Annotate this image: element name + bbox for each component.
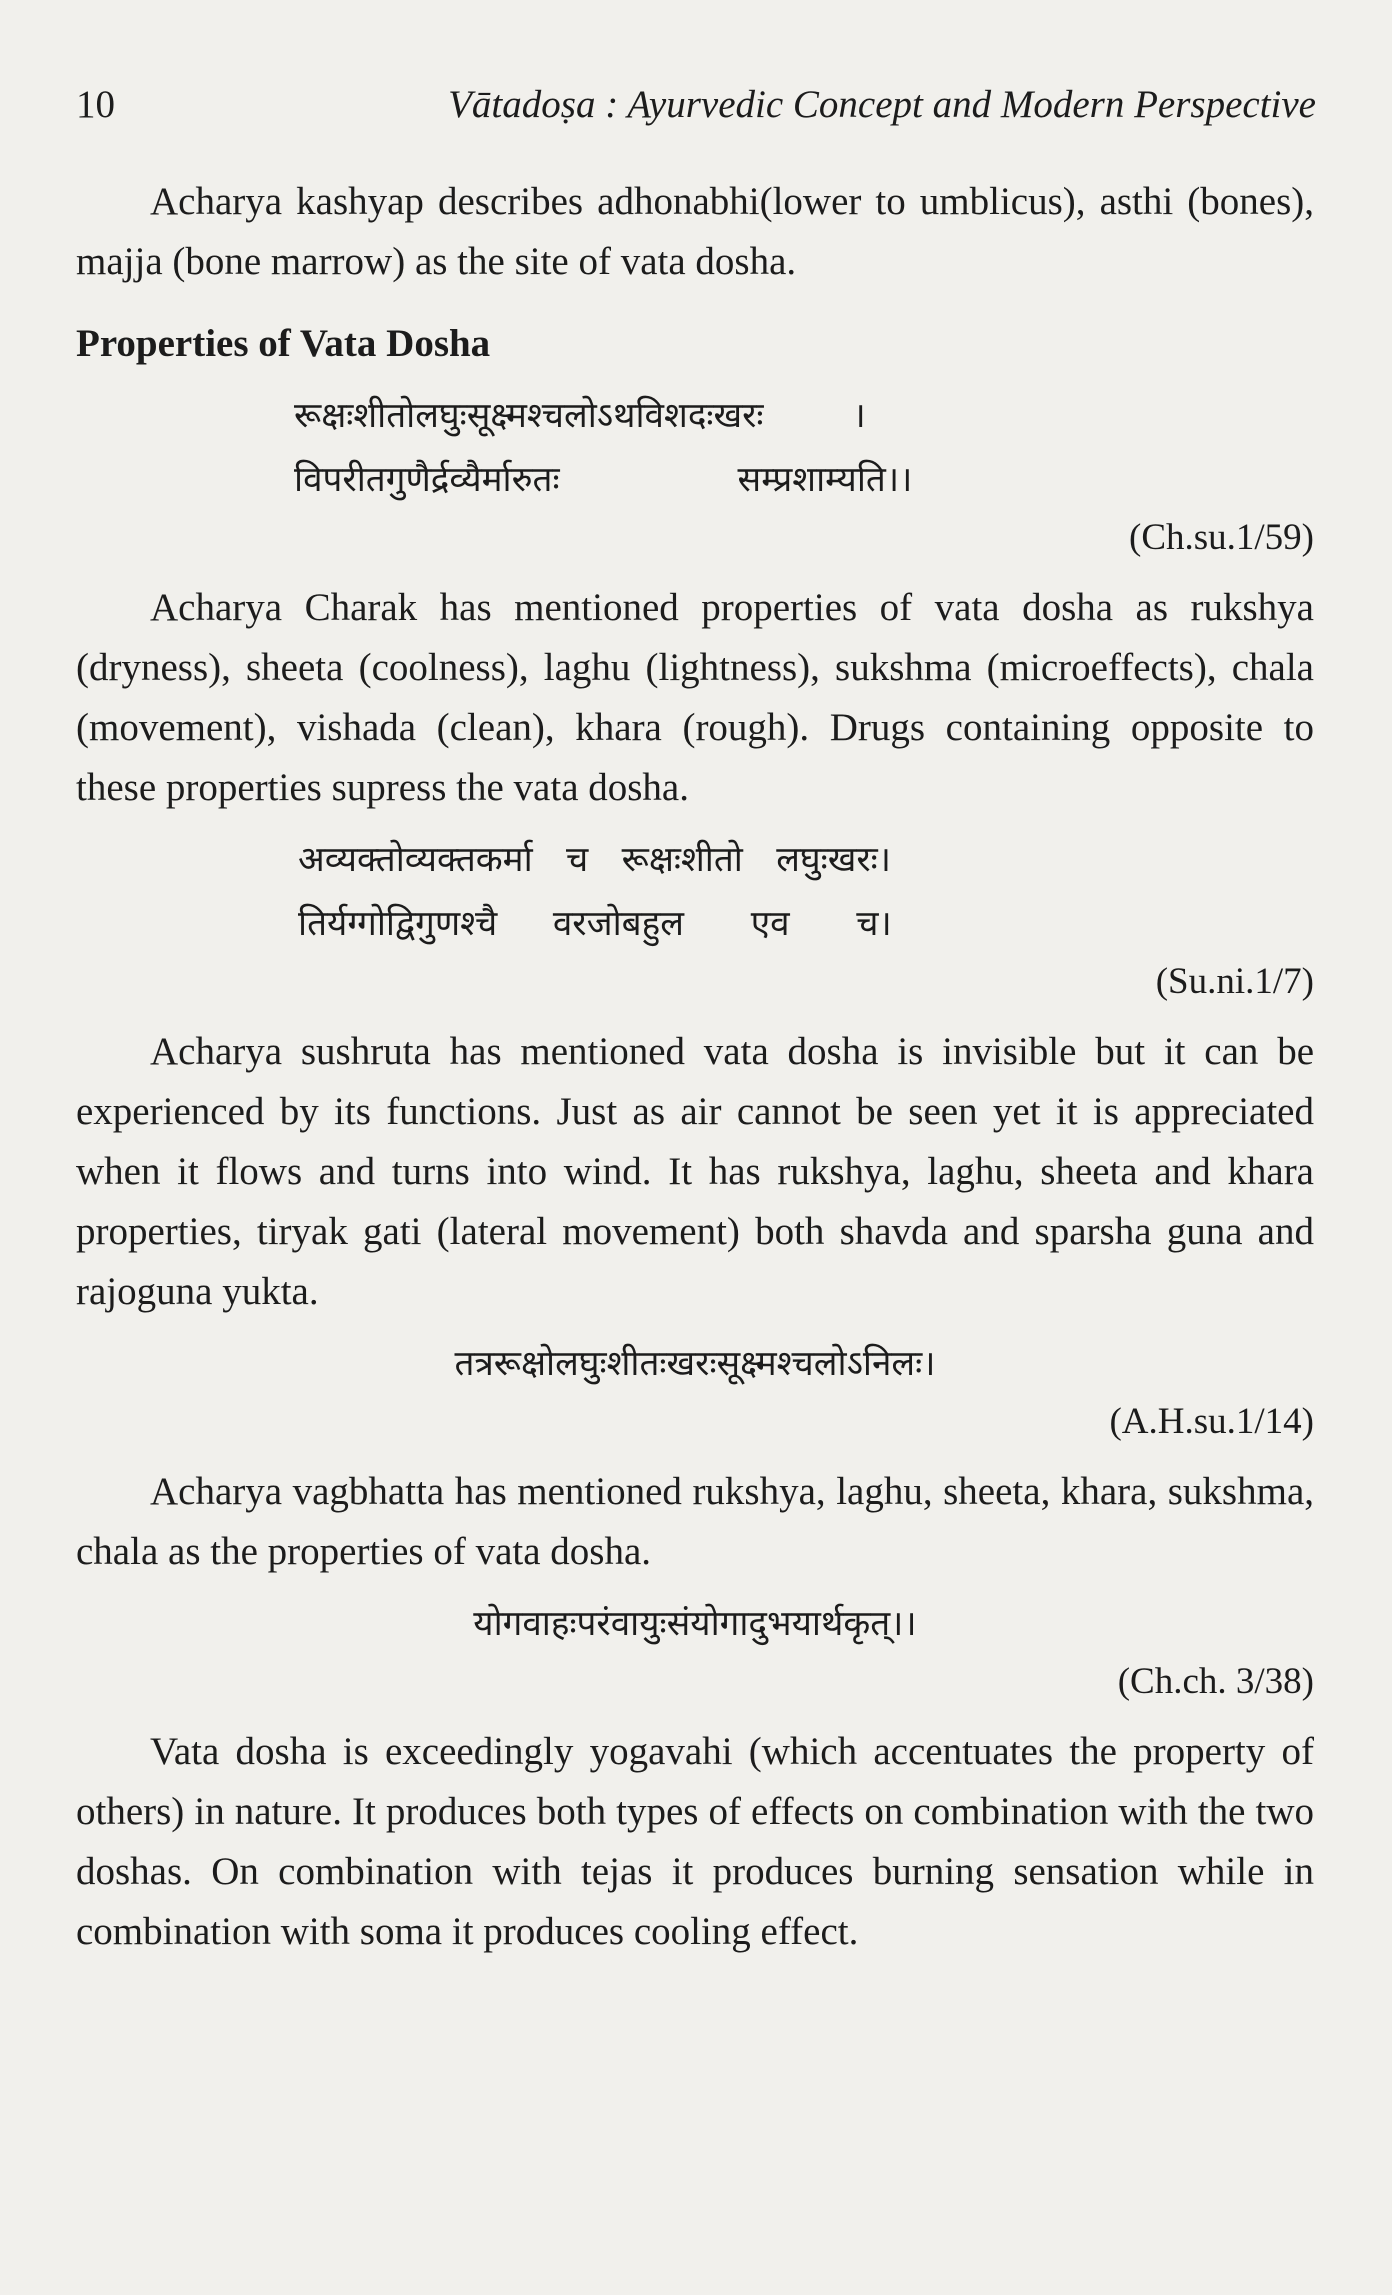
sanskrit-verse-line: विपरीतगुणैर्द्रव्यैर्मारुतः सम्प्रशाम्यति।।: [294, 460, 913, 500]
page-number: 10: [76, 83, 115, 126]
sanskrit-verse-line: अव्यक्तोव्यक्तकर्मा च रूक्षःशीतो लघुःखरः।: [298, 840, 892, 880]
verse-reference: (Su.ni.1/7): [1155, 961, 1314, 1002]
sanskrit-verse-line: तत्ररूक्षोलघुःशीतःखरःसूक्ष्मश्चलोऽनिलः।: [454, 1344, 936, 1384]
paragraph-sushruta: Acharya sushruta has mentioned vata dosha is invisible but it can be experienced by its functions. Just as air cannot be seen yet it is appreciated when it flows and turns into wind. It has rukshya, laghu, sheeta and khara properties, tiryak gati (lateral movement) both shavda and sparsha guna and rajoguna yukta.: [76, 1030, 1314, 1313]
paragraph-vagbhatta: Acharya vagbhatta has mentioned rukshya, laghu, sheeta, khara, sukshma, chala as the properties of vata dosha.: [76, 1470, 1314, 1573]
page-content: [76, 172, 1314, 1962]
sanskrit-verse-line: योगवाहःपरंवायुःसंयोगादुभयार्थकृत्।।: [473, 1604, 917, 1644]
sanskrit-verse-line: तिर्यग्गोद्विगुणश्चै वरजोबहुल एव च।: [298, 904, 892, 944]
paragraph-kashyap: Acharya kashyap describes adhonabhi(lower to umblicus), asthi (bones), majja (bone marrow) as the site of vata dosha.: [76, 180, 1314, 283]
running-title: Vātadoṣa : Ayurvedic Concept and Modern Perspective: [448, 83, 1316, 126]
section-heading: Properties of Vata Dosha: [76, 322, 491, 365]
paragraph-charak: Acharya Charak has mentioned properties of vata dosha as rukshya (dryness), sheeta (coolness), laghu (lightness), sukshma (microeffects), chala (movement), vishada (clean), khara (rough). Drugs containing opposite to these properties supress the vata dosha.: [76, 586, 1314, 809]
sanskrit-verse-line: रूक्षःशीतोलघुःसूक्ष्मश्चलोऽथविशदःखरः ।: [294, 396, 866, 436]
verse-reference: (Ch.ch. 3/38): [1117, 1661, 1314, 1702]
page-header: [76, 82, 1316, 127]
verse-reference: (A.H.su.1/14): [1109, 1401, 1314, 1442]
paragraph-yogavahi: Vata dosha is exceedingly yogavahi (which accentuates the property of others) in nature. It produces both types of effects on combination with the two doshas. On combination with tejas it produces burning sensation while in combination with soma it produces cooling effect.: [76, 1730, 1314, 1953]
verse-reference: (Ch.su.1/59): [1129, 517, 1314, 558]
